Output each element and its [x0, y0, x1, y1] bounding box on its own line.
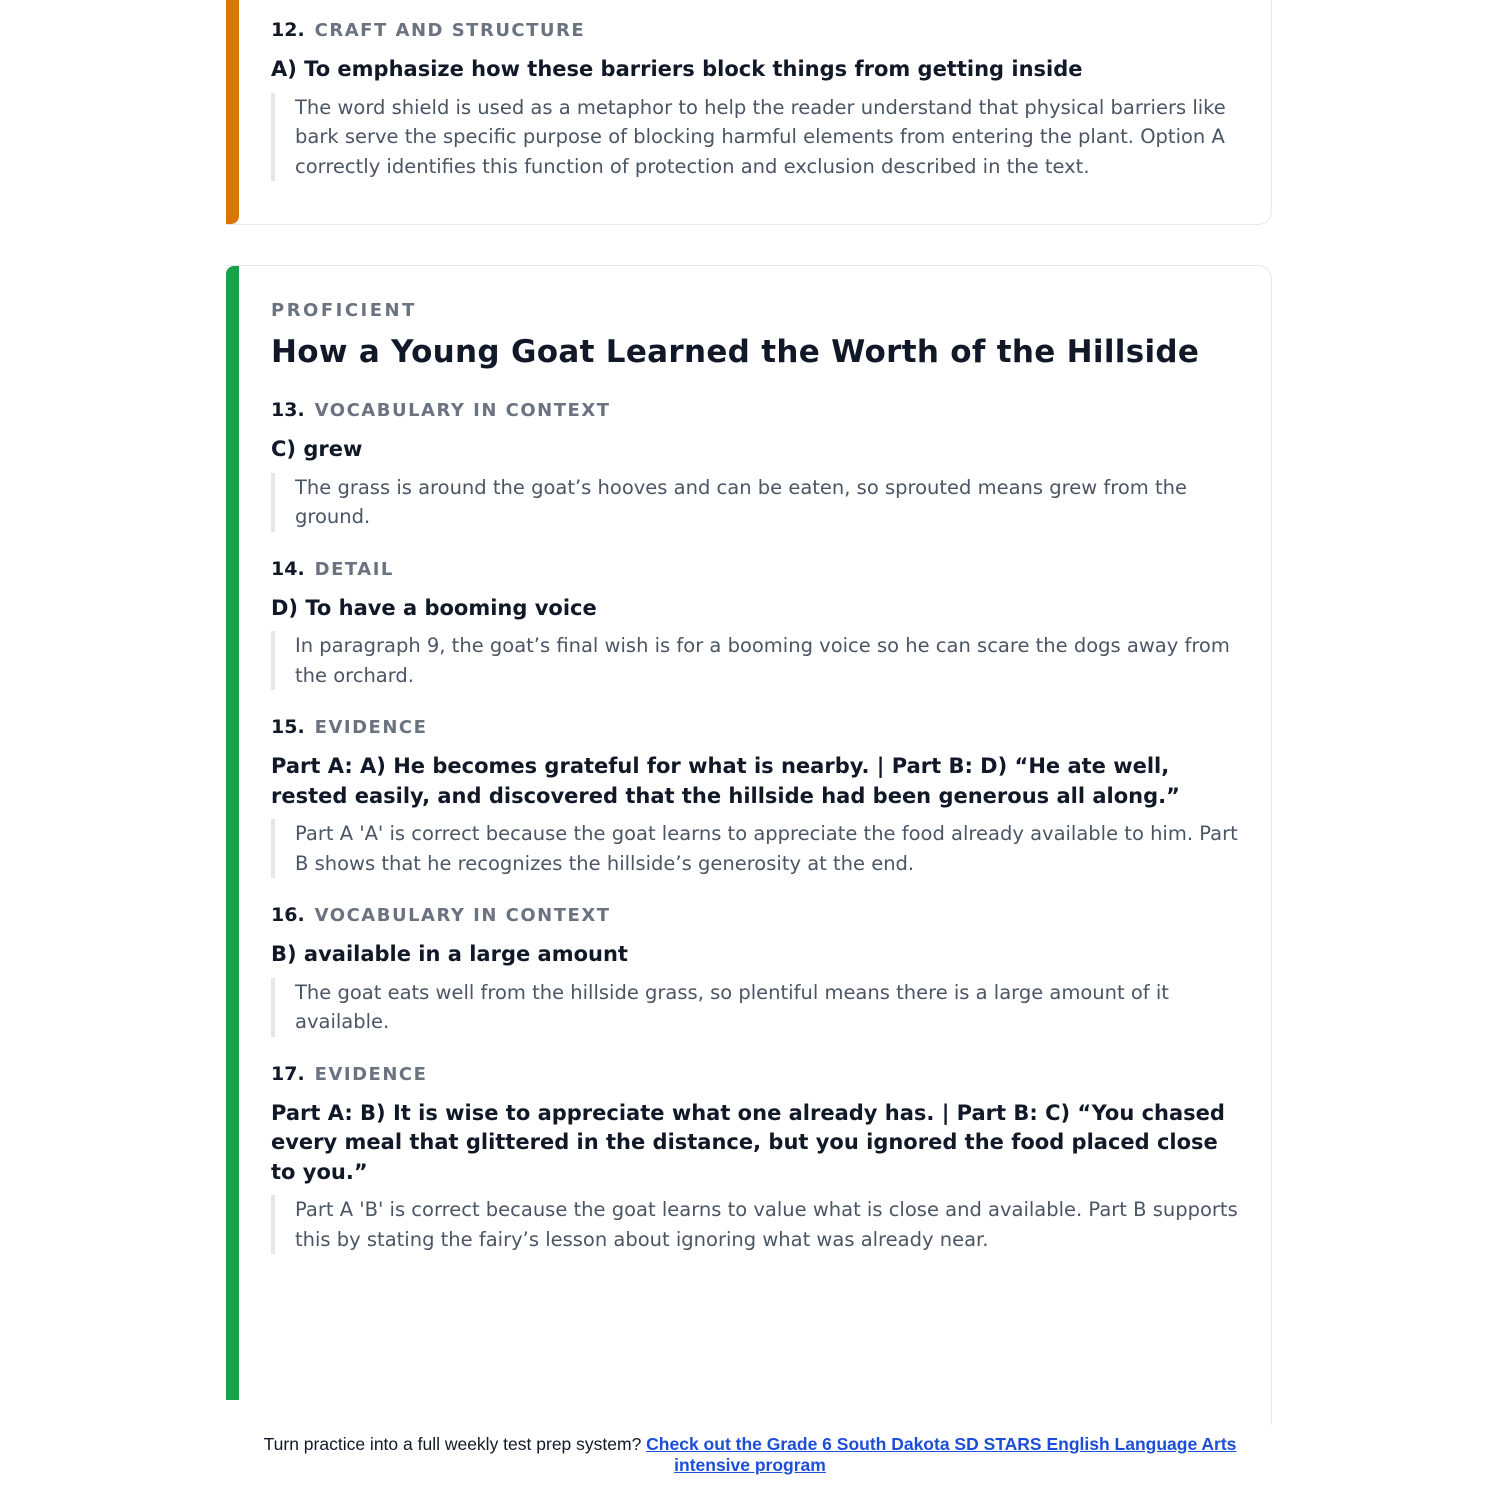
question-category: CRAFT AND STRUCTURE: [314, 20, 586, 41]
passage-level: PROFICIENT: [271, 300, 417, 321]
question-block: [271, 1062, 1241, 1255]
answer-explanation: The goat eats well from the hillside grass, so plentiful means there is a large amount of it available.: [271, 978, 1241, 1037]
question-number: 14.: [271, 557, 305, 580]
question-category: EVIDENCE: [314, 1063, 428, 1085]
answer-explanation: Part A 'B' is correct because the goat learns to value what is close and available. Part B supports this by stating the fairy’s lesson about ignoring what was already near.: [271, 1195, 1241, 1254]
answer-explanation: The word shield is used as a metaphor to help the reader understand that physical barriers like bark serve the specific purpose of blocking harmful elements from entering the plant. Option A correctly identifies this function of protection and exclusion described in the text.: [271, 93, 1241, 182]
correct-answer: A) To emphasize how these barriers block things from getting inside: [271, 57, 1083, 81]
question-number: 15.: [271, 716, 305, 738]
correct-answer: Part A: A) He becomes grateful for what is nearby. | Part B: D) “He ate well, rested easily, and discovered that the hillside had been generous all along.”: [271, 754, 1180, 808]
question-header: [271, 18, 1241, 43]
footer-promo: [240, 1434, 1260, 1475]
question-block: [271, 715, 1241, 878]
correct-answer: C) grew: [271, 437, 363, 461]
question-number: 13.: [271, 399, 305, 421]
question-number: 12.: [271, 19, 305, 41]
answer-explanation: The grass is around the goat’s hooves and can be eaten, so sprouted means grew from the ground.: [271, 473, 1241, 532]
correct-answer: B) available in a large amount: [271, 942, 628, 966]
correct-answer: D) To have a booming voice: [271, 595, 597, 620]
question-category: VOCABULARY IN CONTEXT: [314, 400, 611, 421]
question-number: 17.: [271, 1062, 305, 1085]
question-header: [271, 398, 1241, 423]
program-link[interactable]: Check out the Grade 6 South Dakota SD STARS English Language Arts intensive program: [646, 1434, 1237, 1475]
question-block: [271, 557, 1241, 691]
card-accent-bar: [226, 0, 239, 224]
question-header: [271, 715, 1241, 740]
question-category: VOCABULARY IN CONTEXT: [314, 905, 611, 926]
passage-title: How a Young Goat Learned the Worth of the Hillside: [271, 334, 1200, 370]
question-category: DETAIL: [314, 558, 394, 580]
card-accent-bar: [226, 266, 239, 1400]
answer-explanation: In paragraph 9, the goat’s final wish is for a booming voice so he can scare the dogs away from the orchard.: [271, 631, 1241, 690]
question-header: [271, 1062, 1241, 1087]
question-block: [271, 903, 1241, 1037]
answer-explanation: Part A 'A' is correct because the goat learns to appreciate the food already available to him. Part B shows that he recognizes the hillside’s generosity at the end.: [271, 819, 1241, 878]
answer-card-proficient: [226, 265, 1272, 1425]
question-header: [271, 903, 1241, 928]
footer-text: Turn practice into a full weekly test prep system?: [263, 1434, 647, 1454]
question-block: [271, 18, 1241, 181]
correct-answer: Part A: B) It is wise to appreciate what one already has. | Part B: C) “You chased every meal that glittered in the distance, but you ignored the food placed close to you.”: [271, 1100, 1225, 1184]
question-header: [271, 557, 1241, 582]
question-number: 16.: [271, 904, 305, 926]
question-block: [271, 398, 1241, 532]
card-content: [271, 300, 1241, 1279]
answer-card-craft: [226, 0, 1272, 225]
card-content: [271, 18, 1241, 206]
question-category: EVIDENCE: [314, 717, 428, 738]
